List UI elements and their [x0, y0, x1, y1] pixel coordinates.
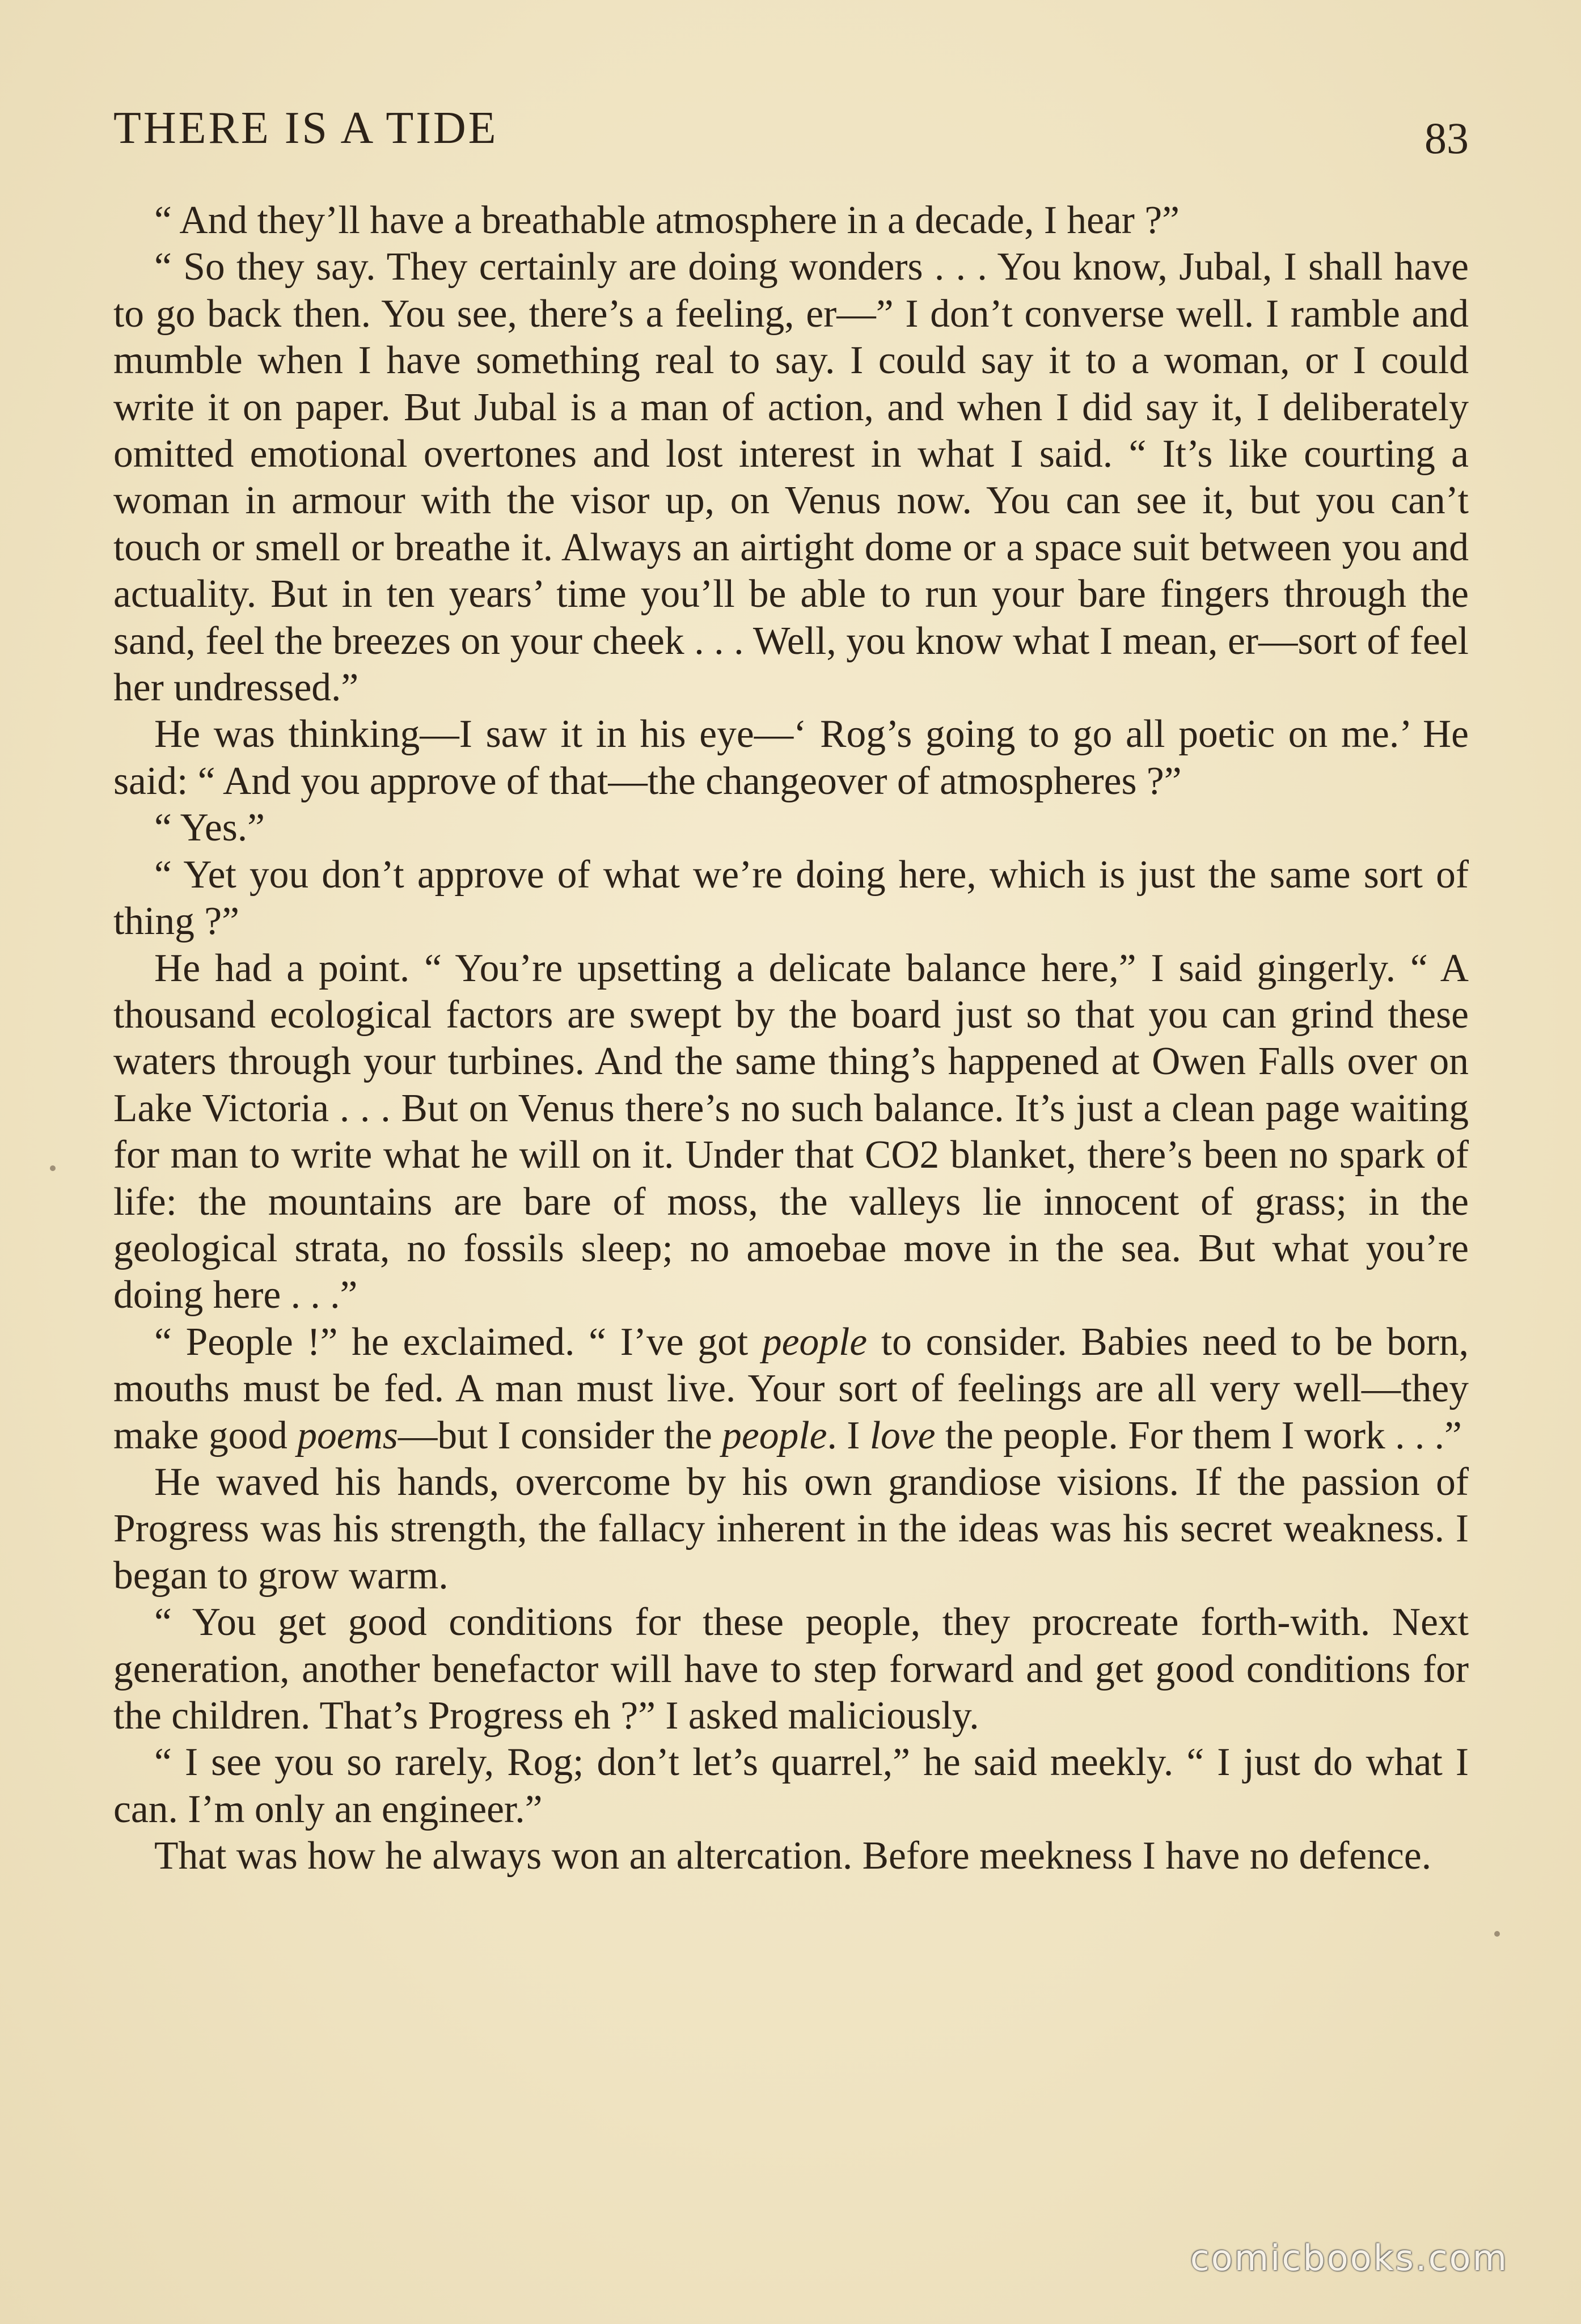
paragraph: [113, 1833, 1469, 1879]
text-run: He had a point. “ You’re upsetting a delicate balance here,” I said gingerly. “ A thousand ecological factors are swept by the board just so that you can grind these waters through your turbines. And the same thing’s happened at Owen Falls over on Lake Victoria . . . But on Venus there’s no such balance. It’s just a clean page waiting for man to write what he will on it. Under that CO2 blanket, there’s been no spark of life: the mountains are bare of moss, the valleys lie innocent of grass; in the geological strata, no fossils sleep; no amoebae move in the sea. But what you’re doing here . . .”: [113, 946, 1469, 1317]
paragraph: [113, 711, 1469, 805]
text-run: “ So they say. They certainly are doing wonders . . . You know, Jubal, I shall have to go back then. You see, there’s a feeling, er—” I don’t converse well. I ramble and mumble when I have something real to say. I could say it to a woman, or I could write it on paper. But Jubal is a man of action, and when I did say it, I deliberately omitted emotional overtones and lost interest in what I said. “ It’s like courting a woman in armour with the visor up, on Venus now. You can see it, but you can’t touch or smell or breathe it. Always an airtight dome or a space suit between you and actuality. But in ten years’ time you’ll be able to run your bare fingers through the sand, feel the breezes on your cheek . . . Well, you know what I mean, er—sort of feel her undressed.”: [113, 245, 1469, 710]
body-text: [113, 197, 1469, 1880]
page-number: 83: [1424, 113, 1469, 163]
paragraph: [113, 197, 1469, 244]
paragraph: [113, 805, 1469, 851]
running-title: THERE IS A TIDE: [113, 103, 498, 153]
text-run: the people. For them I work . . .”: [935, 1413, 1462, 1457]
text-run: “ And they’ll have a breathable atmosphere in a decade, I hear ?”: [154, 198, 1180, 242]
italic-run: poems: [297, 1413, 398, 1457]
text-run: That was how he always won an altercation. Before meekness I have no defence.: [154, 1834, 1432, 1878]
text-run: “ People !” he exclaimed. “ I’ve got: [154, 1320, 762, 1364]
text-run: “ Yet you don’t approve of what we’re doing here, which is just the same sort of thing ?”: [113, 852, 1469, 944]
page-header: [113, 100, 1469, 168]
paragraph: [113, 1319, 1469, 1459]
text-run: He was thinking—I saw it in his eye—‘ Rog’s going to go all poetic on me.’ He said: “ And you approve of that—the changeover of atmospheres ?”: [113, 712, 1469, 803]
text-run: —but I consider the: [398, 1413, 722, 1457]
paragraph: [113, 1599, 1469, 1739]
paragraph: [113, 244, 1469, 711]
italic-run: people: [722, 1413, 827, 1457]
paragraph: [113, 852, 1469, 945]
paragraph: [113, 945, 1469, 1319]
text-run: . I: [827, 1413, 870, 1457]
text-run: He waved his hands, overcome by his own grandiose visions. If the passion of Progress was his strength, the fallacy inherent in the ideas was his secret weakness. I began to grow warm.: [113, 1460, 1469, 1598]
ink-speck: [50, 1165, 56, 1171]
text-run: “ You get good conditions for these people, they procreate forth-with. Next generation, another benefactor will have to step forward and get good conditions for the children. That’s Progress eh ?” I asked maliciously.: [113, 1600, 1469, 1738]
text-run: “ Yes.”: [154, 806, 265, 850]
italic-run: love: [869, 1413, 936, 1457]
watermark-logo: comicbooks.com: [1190, 2237, 1508, 2279]
text-run: “ I see you so rarely, Rog; don’t let’s quarrel,” he said meekly. “ I just do what I can. I’m only an engineer.”: [113, 1740, 1469, 1831]
italic-run: people: [762, 1320, 868, 1364]
ink-speck: [1494, 1931, 1500, 1937]
paragraph: [113, 1739, 1469, 1833]
paragraph: [113, 1459, 1469, 1599]
text-run: to consider. Babies need to be born, mouths must be fed. A man must live. Your sort of feelings are all very well—they make good: [113, 1320, 1469, 1457]
